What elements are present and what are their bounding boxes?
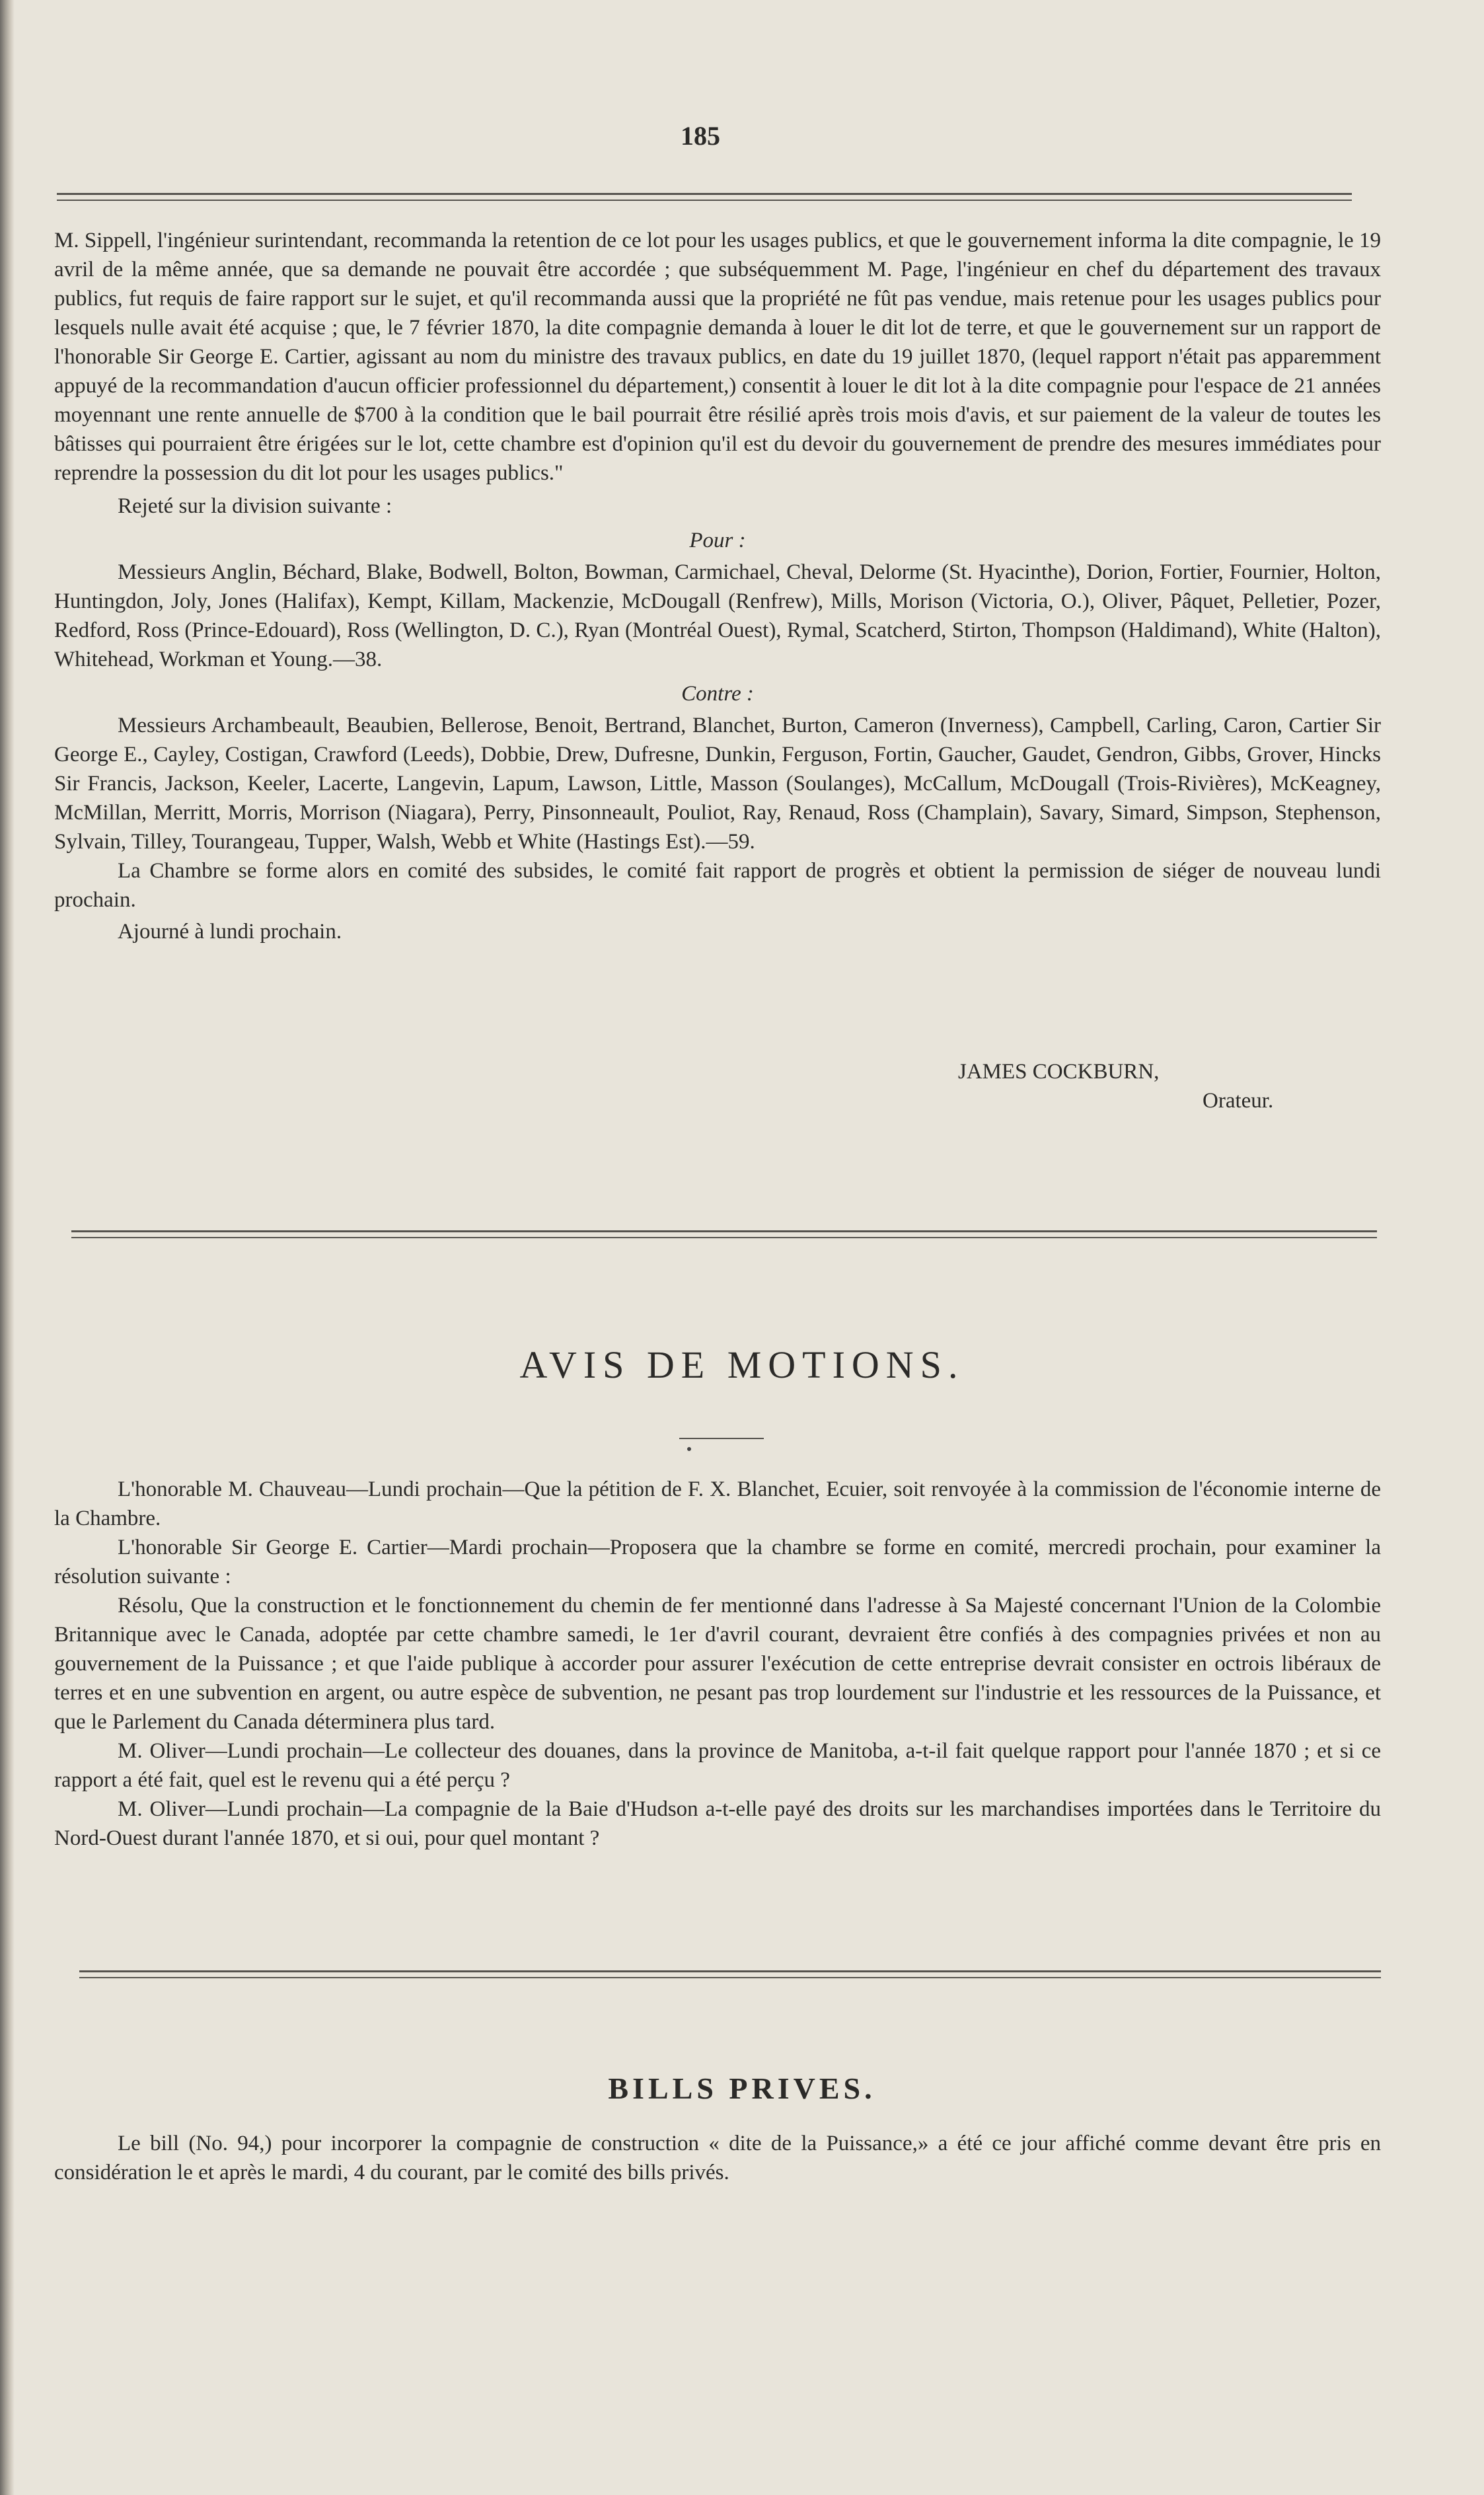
avis-de-motions-title: AVIS DE MOTIONS. — [519, 1343, 965, 1386]
top-rule — [57, 193, 1352, 201]
motion-text-paragraph: M. Sippell, l'ingénieur surintendant, recommanda la retention de ce lot pour les usages publics, et que le gouvernement informa la dite compagnie, le 19 avril de la même année, que sa demande ne pouvait être accordée ; que subséquemment M. Page, l'ingénieur en chef du département des travaux publics, fut requis de faire rapport sur le sujet, et qu'il recommanda aussi que la propriété ne fût pas vendue, mais retenue pour les usages publics pour lesquels nulle avait été acquise ; que, le 7 février 1870, la dite compagnie demanda à louer le dit lot de terre, et que le gouvernement sur un rapport de l'honorable Sir George E. Cartier, agissant au nom du ministre des travaux publics, en date du 19 juillet 1870, (lequel rapport n'était pas apparemment appuyé de la recommandation d'aucun officier professionnel du département,) consentit à louer le dit lot à la dite compagnie pour l'espace de 21 années moyennant une rente annuelle de $700 à la condition que le bail pourrait être résilié après trois mois d'avis, et sur paiement de la valeur de toutes les bâtisses qui pourraient être érigées sur le lot, cette chambre est d'opinion qu'il est du devoir du gouvernement de prendre des mesures immédiates pour reprendre la possession du dit lot pour les usages publics." — [54, 229, 1381, 485]
pour-heading: Pour : — [689, 529, 746, 552]
contre-heading: Contre : — [681, 682, 754, 706]
bills-prives-title: BILLS PRIVES. — [608, 2071, 876, 2105]
bills-section — [54, 2129, 1381, 2187]
page-binding-edge — [0, 0, 15, 2495]
bill-94-notice: Le bill (No. 94,) pour incorporer la compagnie de construction « dite de la Puissance,» a été ce jour affiché comme devant être pris en considération le et après le mardi, 4 du courant, par le comité des bills privés. — [54, 2132, 1381, 2184]
committee-report: La Chambre se forme alors en comité des subsides, le comité fait rapport de progrès et obtient la permission de siéger de nouveau lundi prochain. — [54, 859, 1381, 912]
speaker-signature — [958, 1057, 1273, 1115]
motion-oliver-manitoba: M. Oliver—Lundi prochain—Le collecteur des douanes, dans la province de Manitoba, a-t-il fait quelque rapport pour l'année 1870 ; et si ce rapport a été fait, quel est le revenu qui a été perçu ? — [54, 1739, 1381, 1792]
section-rule-2 — [79, 1970, 1381, 1978]
avis-section — [54, 1475, 1381, 1853]
speaker-title: Orateur. — [1203, 1089, 1274, 1113]
contre-members-list: Messieurs Archambeault, Beaubien, Bellerose, Benoit, Bertrand, Blanchet, Burton, Cameron (Inverness), Campbell, Carling, Caron, Cartier Sir George E., Cayley, Costigan, Crawford (Leeds), Dobbie, Drew, Dufresne, Dunkin, Ferguson, Fortin, Gaucher, Gaudet, Gendron, Gibbs, Grover, Hincks Sir Francis, Jackson, Keeler, Lacerte, Langevin, Lapum, Lawson, Little, Masson (Soulanges), McCallum, McDougall (Trois-Rivières), McKeagney, McMillan, Merritt, Morris, Morrison (Niagara), Perry, Pinsonneault, Pouliot, Ray, Renaud, Ross (Champlain), Savary, Simard, Simpson, Stephenson, Sylvain, Tilley, Tourangeau, Tupper, Walsh, Webb et White (Hastings Est).—59. — [54, 714, 1381, 854]
section-rule-1 — [71, 1230, 1377, 1238]
proceedings-section — [54, 226, 1381, 946]
motion-oliver-hudson-bay: M. Oliver—Lundi prochain—La compagnie de la Baie d'Hudson a-t-elle payé des droits sur les marchandises importées dans le Territoire du Nord-Ouest durant l'année 1870, et si oui, pour quel montant ? — [54, 1797, 1381, 1850]
adjournment-note: Ajourné à lundi prochain. — [118, 920, 342, 944]
page-number: 185 — [681, 121, 720, 151]
speaker-name: JAMES COCKBURN, — [958, 1060, 1160, 1084]
resolution-text: Résolu, Que la construction et le fonctionnement du chemin de fer mentionné dans l'adresse à Sa Majesté concernant l'Union de la Colombie Britannique avec le Canada, adoptée par cette chambre samedi, le 1er d'avril courant, devraient être confiés à des compagnies privées et non au gouvernement de la Puissance ; et que l'aide publique à accorder pour assurer l'exécution de cette entreprise devrait consister en octrois libéraux de terres et en une subvention en argent, ou autre espèce de subvention, ne pesant pas trop lourdement sur l'industrie et les ressources de la Puissance, et que le Parlement du Canada déterminera plus tard. — [54, 1594, 1381, 1734]
pour-members-list: Messieurs Anglin, Béchard, Blake, Bodwell, Bolton, Bowman, Carmichael, Cheval, Delorme (St. Hyacinthe), Dorion, Fortier, Fournier, Holton, Huntingdon, Joly, Jones (Halifax), Kempt, Killam, Mackenzie, McDougall (Renfrew), Mills, Morison (Victoria, O.), Oliver, Pâquet, Pelletier, Pozer, Redford, Ross (Prince-Edouard), Ross (Wellington, D. C.), Ryan (Montréal Ouest), Rymal, Scatcherd, Stirton, Thompson (Haldimand), White (Halton), Whitehead, Workman et Young.—38. — [54, 560, 1381, 671]
motion-chauveau: L'honorable M. Chauveau—Lundi prochain—Que la pétition de F. X. Blanchet, Ecuier, soit renvoyée à la commission de l'économie interne de la Chambre. — [54, 1477, 1381, 1530]
ornament-dot — [687, 1447, 691, 1451]
title-underline — [679, 1438, 764, 1439]
division-intro: Rejeté sur la division suivante : — [118, 494, 392, 518]
motion-cartier: L'honorable Sir George E. Cartier—Mardi prochain—Proposera que la chambre se forme en comité, mercredi prochain, pour examiner la résolution suivante : — [54, 1536, 1381, 1588]
